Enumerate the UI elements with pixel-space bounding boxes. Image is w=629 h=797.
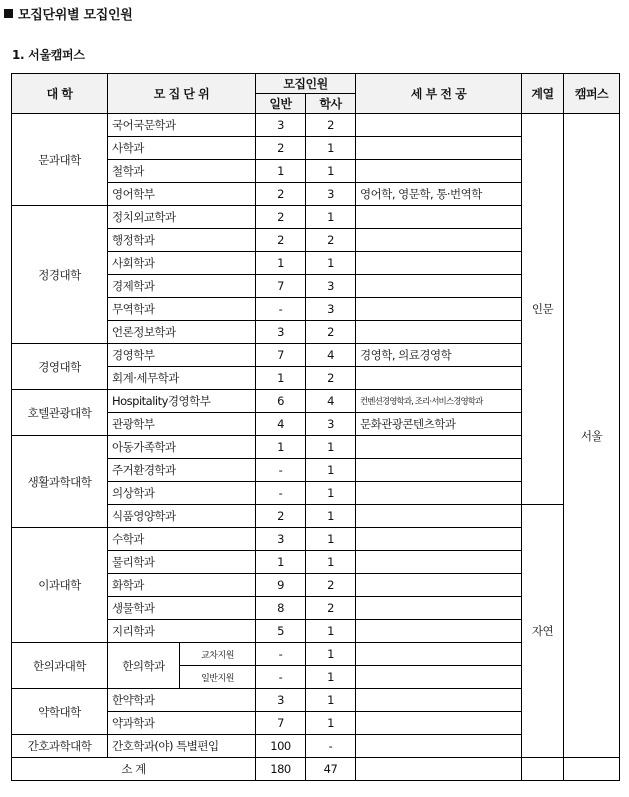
detail-cell bbox=[356, 459, 522, 482]
bachelor-cell: 4 bbox=[306, 344, 356, 367]
bachelor-cell: 1 bbox=[306, 505, 356, 528]
bachelor-cell: 3 bbox=[306, 413, 356, 436]
sub-unit-cell: 교차지원 bbox=[180, 643, 256, 666]
general-cell: 2 bbox=[256, 505, 306, 528]
total-campus-empty bbox=[564, 758, 620, 781]
unit-cell: 행정학과 bbox=[108, 229, 256, 252]
unit-cell: 경영학부 bbox=[108, 344, 256, 367]
unit-cell: 사학과 bbox=[108, 137, 256, 160]
detail-cell bbox=[356, 574, 522, 597]
detail-cell bbox=[356, 114, 522, 137]
unit-cell: 물리학과 bbox=[108, 551, 256, 574]
total-label: 소 계 bbox=[12, 758, 256, 781]
total-detail-empty bbox=[356, 758, 522, 781]
general-cell: 2 bbox=[256, 206, 306, 229]
detail-cell bbox=[356, 321, 522, 344]
detail-cell bbox=[356, 689, 522, 712]
unit-cell: 주거환경학과 bbox=[108, 459, 256, 482]
detail-cell: 경영학, 의료경영학 bbox=[356, 344, 522, 367]
bachelor-cell: 1 bbox=[306, 160, 356, 183]
general-cell: 2 bbox=[256, 183, 306, 206]
unit-cell: 지리학과 bbox=[108, 620, 256, 643]
general-cell: 1 bbox=[256, 551, 306, 574]
college-cell: 간호과학대학 bbox=[12, 735, 108, 758]
general-cell: 7 bbox=[256, 344, 306, 367]
general-cell: - bbox=[256, 459, 306, 482]
detail-cell bbox=[356, 160, 522, 183]
general-cell: 3 bbox=[256, 528, 306, 551]
unit-cell: 약과학과 bbox=[108, 712, 256, 735]
detail-cell bbox=[356, 528, 522, 551]
bachelor-cell: 1 bbox=[306, 252, 356, 275]
general-cell: 100 bbox=[256, 735, 306, 758]
general-cell: 3 bbox=[256, 321, 306, 344]
college-cell: 생활과학대학 bbox=[12, 436, 108, 528]
detail-cell bbox=[356, 597, 522, 620]
general-cell: 6 bbox=[256, 390, 306, 413]
bachelor-cell: 4 bbox=[306, 390, 356, 413]
bachelor-cell: 2 bbox=[306, 321, 356, 344]
header-bachelor: 학사 bbox=[306, 94, 356, 114]
general-cell: 3 bbox=[256, 114, 306, 137]
bachelor-cell: 1 bbox=[306, 620, 356, 643]
total-row bbox=[12, 758, 620, 781]
field-cell: 자연 bbox=[522, 505, 564, 758]
general-cell: 1 bbox=[256, 436, 306, 459]
general-cell: - bbox=[256, 666, 306, 689]
detail-cell bbox=[356, 712, 522, 735]
unit-cell: 한의학과 bbox=[108, 643, 180, 689]
detail-cell bbox=[356, 735, 522, 758]
header-quota: 모집인원 bbox=[256, 74, 356, 94]
detail-cell bbox=[356, 137, 522, 160]
quota-table bbox=[11, 73, 620, 781]
general-cell: - bbox=[256, 643, 306, 666]
general-cell: - bbox=[256, 482, 306, 505]
detail-cell bbox=[356, 505, 522, 528]
college-cell: 문과대학 bbox=[12, 114, 108, 206]
detail-cell bbox=[356, 482, 522, 505]
general-cell: 3 bbox=[256, 689, 306, 712]
general-cell: 9 bbox=[256, 574, 306, 597]
unit-cell: 언론정보학과 bbox=[108, 321, 256, 344]
unit-cell: 의상학과 bbox=[108, 482, 256, 505]
general-cell: 4 bbox=[256, 413, 306, 436]
general-cell: 1 bbox=[256, 160, 306, 183]
detail-cell bbox=[356, 367, 522, 390]
bachelor-cell: 1 bbox=[306, 137, 356, 160]
college-cell: 정경대학 bbox=[12, 206, 108, 344]
bachelor-cell: 1 bbox=[306, 666, 356, 689]
college-cell: 이과대학 bbox=[12, 528, 108, 643]
header-detail: 세 부 전 공 bbox=[356, 74, 522, 114]
detail-cell bbox=[356, 275, 522, 298]
detail-cell bbox=[356, 551, 522, 574]
detail-cell: 컨벤션경영학과, 조리·서비스경영학과 bbox=[356, 390, 522, 413]
unit-cell: 경제학과 bbox=[108, 275, 256, 298]
general-cell: 2 bbox=[256, 137, 306, 160]
bachelor-cell: 1 bbox=[306, 206, 356, 229]
field-cell: 인문 bbox=[522, 114, 564, 505]
header-college: 대 학 bbox=[12, 74, 108, 114]
unit-cell: 아동가족학과 bbox=[108, 436, 256, 459]
total-bachelor: 47 bbox=[306, 758, 356, 781]
detail-cell bbox=[356, 229, 522, 252]
detail-cell: 문화관광콘텐츠학과 bbox=[356, 413, 522, 436]
bachelor-cell: 1 bbox=[306, 528, 356, 551]
unit-cell: 생물학과 bbox=[108, 597, 256, 620]
unit-cell: 한약학과 bbox=[108, 689, 256, 712]
general-cell: 1 bbox=[256, 367, 306, 390]
unit-cell: 정치외교학과 bbox=[108, 206, 256, 229]
square-bullet-icon bbox=[4, 9, 13, 18]
header-unit: 모 집 단 위 bbox=[108, 74, 256, 114]
unit-cell: 회계·세무학과 bbox=[108, 367, 256, 390]
bachelor-cell: - bbox=[306, 735, 356, 758]
unit-cell: 간호학과(야) 특별편입 bbox=[108, 735, 256, 758]
bachelor-cell: 1 bbox=[306, 551, 356, 574]
detail-cell bbox=[356, 643, 522, 666]
bachelor-cell: 2 bbox=[306, 229, 356, 252]
general-cell: 5 bbox=[256, 620, 306, 643]
bachelor-cell: 1 bbox=[306, 689, 356, 712]
unit-cell: 식품영양학과 bbox=[108, 505, 256, 528]
campus-cell: 서울 bbox=[564, 114, 620, 758]
general-cell: 7 bbox=[256, 275, 306, 298]
detail-cell bbox=[356, 252, 522, 275]
table-row bbox=[12, 114, 620, 137]
unit-cell: Hospitality경영학부 bbox=[108, 390, 256, 413]
general-cell: 7 bbox=[256, 712, 306, 735]
unit-cell: 국어국문학과 bbox=[108, 114, 256, 137]
college-cell: 한의과대학 bbox=[12, 643, 108, 689]
bachelor-cell: 3 bbox=[306, 298, 356, 321]
bachelor-cell: 1 bbox=[306, 436, 356, 459]
general-cell: 8 bbox=[256, 597, 306, 620]
unit-cell: 관광학부 bbox=[108, 413, 256, 436]
detail-cell bbox=[356, 436, 522, 459]
page-heading bbox=[4, 4, 133, 23]
detail-cell bbox=[356, 298, 522, 321]
unit-cell: 무역학과 bbox=[108, 298, 256, 321]
college-cell: 약학대학 bbox=[12, 689, 108, 735]
bachelor-cell: 2 bbox=[306, 597, 356, 620]
general-cell: 2 bbox=[256, 229, 306, 252]
bachelor-cell: 2 bbox=[306, 367, 356, 390]
page-heading-text: 모집단위별 모집인원 bbox=[18, 8, 133, 23]
bachelor-cell: 1 bbox=[306, 482, 356, 505]
unit-cell: 사회학과 bbox=[108, 252, 256, 275]
sub-unit-cell: 일반지원 bbox=[180, 666, 256, 689]
bachelor-cell: 3 bbox=[306, 183, 356, 206]
college-cell: 호텔관광대학 bbox=[12, 390, 108, 436]
detail-cell bbox=[356, 620, 522, 643]
general-cell: - bbox=[256, 298, 306, 321]
section-title: 1. 서울캠퍼스 bbox=[12, 48, 85, 62]
bachelor-cell: 1 bbox=[306, 459, 356, 482]
bachelor-cell: 2 bbox=[306, 574, 356, 597]
detail-cell bbox=[356, 666, 522, 689]
bachelor-cell: 2 bbox=[306, 114, 356, 137]
unit-cell: 화학과 bbox=[108, 574, 256, 597]
detail-cell: 영어학, 영문학, 통·번역학 bbox=[356, 183, 522, 206]
bachelor-cell: 3 bbox=[306, 275, 356, 298]
header-general: 일반 bbox=[256, 94, 306, 114]
bachelor-cell: 1 bbox=[306, 712, 356, 735]
college-cell: 경영대학 bbox=[12, 344, 108, 390]
total-field-empty bbox=[522, 758, 564, 781]
header-campus: 캠퍼스 bbox=[564, 74, 620, 114]
header-field: 계열 bbox=[522, 74, 564, 114]
detail-cell bbox=[356, 206, 522, 229]
bachelor-cell: 1 bbox=[306, 643, 356, 666]
total-general: 180 bbox=[256, 758, 306, 781]
unit-cell: 영어학부 bbox=[108, 183, 256, 206]
general-cell: 1 bbox=[256, 252, 306, 275]
unit-cell: 철학과 bbox=[108, 160, 256, 183]
unit-cell: 수학과 bbox=[108, 528, 256, 551]
